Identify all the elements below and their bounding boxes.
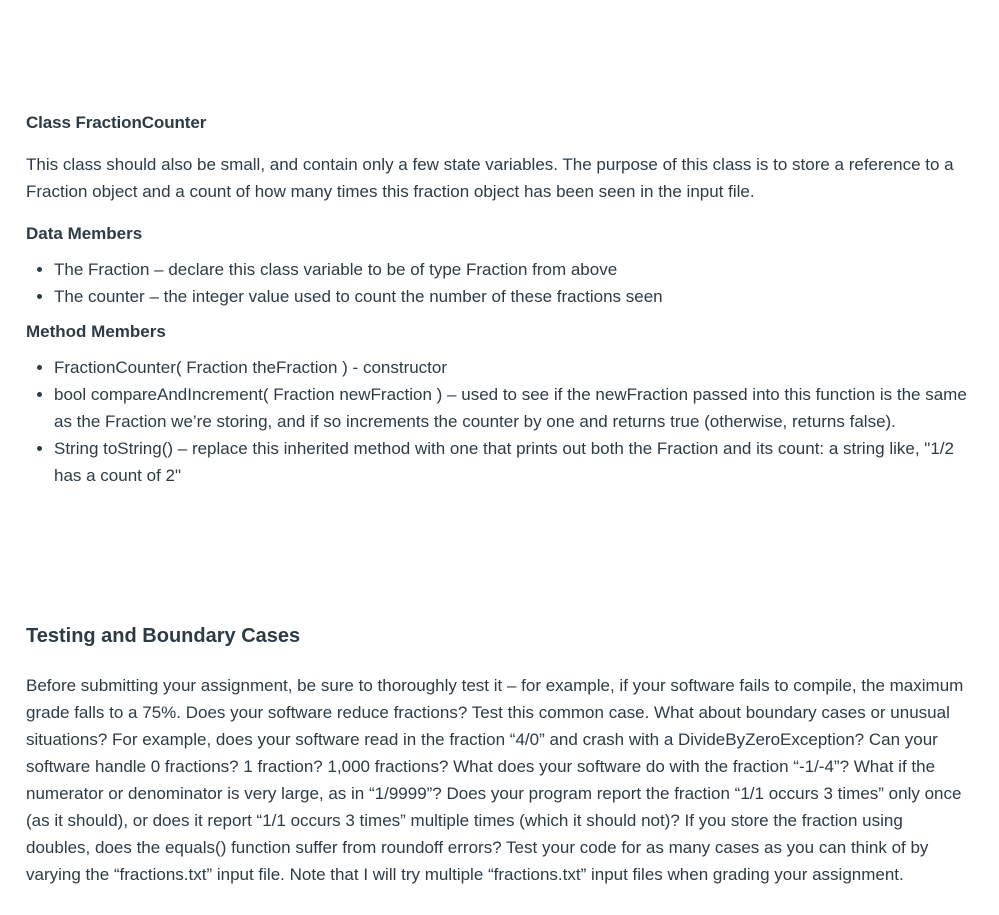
testing-paragraph: Before submitting your assignment, be sure to thoroughly test it – for example, if your software fails to compile, the maximum grade falls to a 75%. Does your software reduce fractions? Test this common case. What about boundary cases or unusual situations? For example, does your software read in the fraction “4/0” and crash with a DivideByZeroException? Can your software handle 0 fractions? 1 fraction? 1,000 fractions? What does your software do with the fraction “-1/-4”? What if the numerator or denominator is very large, as in “1/9999”? Does your program report the fraction “1/1 occurs 3 times” only once (as it should), or does it report “1/1 occurs 3 times” multiple times (which it should not)? If you store the fraction using doubles, does the equals() function suffer from roundoff errors? Test your code for as many cases as you can think of by varying the “fractions.txt” input file. Note that I will try multiple “fractions.txt” input files when grading your assignment. <box>26 676 964 884</box>
list-item: • bool compareAndIncrement( Fraction newFraction ) – used to see if the newFraction passed into this function is the same as the Fraction we’re storing, and if so increments the counter by one and returns true (otherwise, returns false). <box>54 381 974 435</box>
data-members-heading: Data Members <box>26 224 143 243</box>
fraction-counter-heading: Class FractionCounter <box>26 113 207 132</box>
method-members-list <box>26 354 974 489</box>
list-item: • String toString() – replace this inherited method with one that prints out both the Fraction and its count: a string like, "1/2 has a count of 2" <box>54 435 974 489</box>
list-item: • FractionCounter( Fraction theFraction ) - constructor <box>54 354 974 381</box>
list-item: • The counter – the integer value used to count the number of these fractions seen <box>54 283 974 310</box>
testing-heading: Testing and Boundary Cases <box>26 625 301 647</box>
fraction-counter-intro: This class should also be small, and contain only a few state variables. The purpose of this class is to store a reference to a Fraction object and a count of how many times this fraction object has been seen in the input file. <box>26 155 954 201</box>
data-members-list <box>26 256 974 310</box>
method-members-heading: Method Members <box>26 322 166 341</box>
list-item: • The Fraction – declare this class variable to be of type Fraction from above <box>54 256 974 283</box>
